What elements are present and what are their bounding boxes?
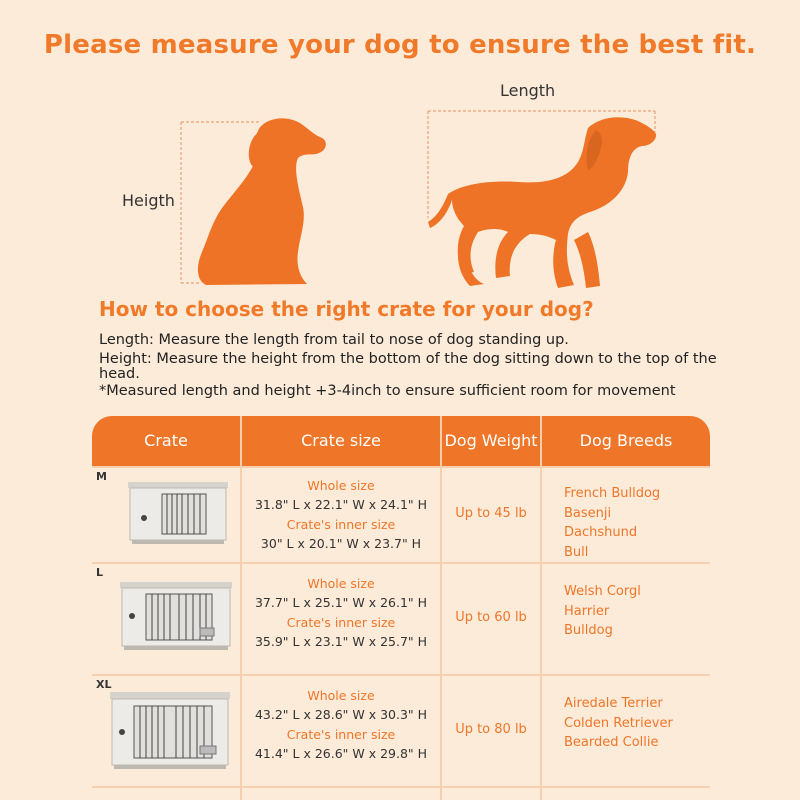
header-dog-weight: Dog Weight xyxy=(444,431,538,450)
breed-item: Bearded Collie xyxy=(564,735,659,750)
inner-size-label: Crate's inner size xyxy=(286,516,396,532)
breed-item: Bull xyxy=(564,544,589,560)
header-crate: Crate xyxy=(144,431,188,450)
measurement-illustration xyxy=(0,70,800,295)
size-tag: L xyxy=(96,566,104,579)
whole-size-label: Whole size xyxy=(307,688,375,703)
whole-size-label: Whole size xyxy=(307,576,375,591)
page-title: Please measure your dog to ensure the best fit. xyxy=(43,30,757,60)
height-instruction: Height: Measure the height from the bottom of the dog sitting down to the top of the head. xyxy=(99,351,717,382)
measurement-note: *Measured length and height +3-4inch to ensure sufficient room for movement xyxy=(99,383,676,399)
inner-size-label: Crate's inner size xyxy=(286,726,396,742)
dog-breeds-list xyxy=(564,484,660,562)
table-header xyxy=(92,416,710,466)
dog-weight-value: Up to 80 lb xyxy=(455,722,527,737)
breed-item: Basenji xyxy=(564,505,612,521)
length-label: Length xyxy=(500,81,556,100)
table-row xyxy=(92,676,710,786)
breed-item: Colden Retriever xyxy=(564,715,673,731)
length-instruction: Length: Measure the length from tail to nose of dog standing up. xyxy=(99,332,569,348)
dog-breeds-list xyxy=(564,694,673,753)
breed-item: Airedale Terrier xyxy=(564,696,663,711)
table-row xyxy=(92,564,710,674)
whole-size-label: Whole size xyxy=(307,478,375,493)
breed-item: French Bulldog xyxy=(564,486,661,501)
breed-item: Dachshund xyxy=(564,525,638,540)
crate-size-table xyxy=(92,416,710,800)
sitting-dog-silhouette xyxy=(198,118,326,285)
header-crate-size: Crate size xyxy=(301,431,381,450)
crate-size-cell xyxy=(242,476,440,553)
header-dog-breeds: Dog Breeds xyxy=(579,431,673,450)
height-label: Heigth xyxy=(122,191,175,210)
crate-xl-image xyxy=(106,686,236,776)
inner-size-value: 30" L x 20.1" W x 23.7" H xyxy=(260,535,422,551)
dog-weight-value: Up to 60 lb xyxy=(455,610,527,625)
whole-size-value: 31.8" L x 22.1" W x 24.1" H xyxy=(254,497,428,513)
dog-weight-value: Up to 45 lb xyxy=(455,506,527,521)
breed-item: Welsh Corgl xyxy=(564,584,641,599)
inner-size-value: 35.9" L x 23.1" W x 25.7" H xyxy=(254,633,428,649)
row-divider xyxy=(92,786,710,788)
whole-size-value: 37.7" L x 25.1" W x 26.1" H xyxy=(254,595,428,611)
crate-m-image xyxy=(122,476,232,546)
crate-size-cell xyxy=(242,686,440,763)
size-tag: XL xyxy=(96,678,112,691)
breed-item: Harrier xyxy=(564,603,610,619)
guide-heading: How to choose the right crate for your dog? xyxy=(99,297,594,321)
table-row xyxy=(92,468,710,562)
crate-size-cell xyxy=(242,574,440,651)
dog-breeds-list xyxy=(564,582,641,641)
standing-dog-silhouette xyxy=(428,117,656,288)
breed-item: Bulldog xyxy=(564,623,613,638)
inner-size-label: Crate's inner size xyxy=(286,614,396,630)
whole-size-value: 43.2" L x 28.6" W x 30.3" H xyxy=(254,707,428,723)
inner-size-value: 41.4" L x 26.6" W x 29.8" H xyxy=(254,745,428,761)
size-tag: M xyxy=(96,470,107,483)
crate-l-image xyxy=(116,576,236,656)
